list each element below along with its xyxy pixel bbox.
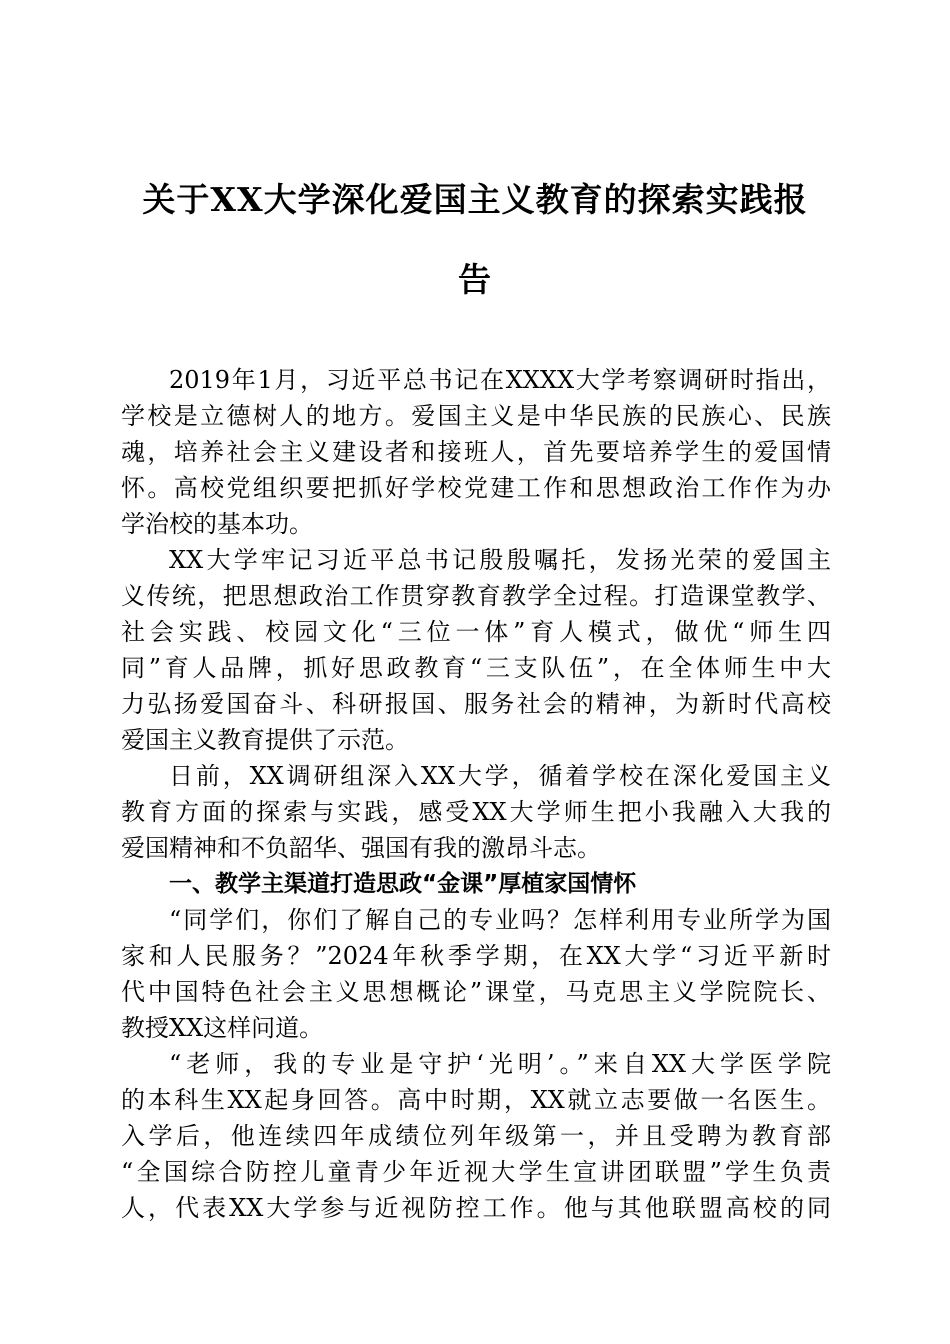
section-heading-1: 一、教学主渠道打造思政“金课”厚植家国情怀 xyxy=(169,871,637,897)
text-line: 入学后，他连续四年成绩位列年级第一，并且受聘为教育部 xyxy=(121,1122,831,1150)
text-line: 学治校的基本功。 xyxy=(121,510,313,538)
text-line: “全国综合防控儿童青少年近视大学生宣讲团联盟”学生负责 xyxy=(121,1158,831,1186)
document-body xyxy=(121,362,831,1226)
paragraph-1 xyxy=(121,362,831,542)
document-title xyxy=(100,160,850,320)
text-line: 义传统，把思想政治工作贯穿教育教学全过程。打造课堂教学、 xyxy=(121,582,831,610)
text-line: 力弘扬爱国奋斗、科研报国、服务社会的精神，为新时代高校 xyxy=(121,690,831,718)
text-line: 家和人民服务？”2024年秋季学期，在XX大学“习近平新时 xyxy=(121,942,831,970)
paragraph-3 xyxy=(121,758,831,866)
text-line: 学校是立德树人的地方。爱国主义是中华民族的民族心、民族 xyxy=(121,402,831,430)
text-line: 教育方面的探索与实践，感受XX大学师生把小我融入大我的 xyxy=(121,798,831,826)
title-line-2: 告 xyxy=(458,260,492,299)
text-line: “同学们，你们了解自己的专业吗？怎样利用专业所学为国 xyxy=(169,906,831,934)
paragraph-2 xyxy=(121,542,831,758)
text-line: 同”育人品牌，抓好思政教育“三支队伍”，在全体师生中大 xyxy=(121,654,831,682)
text-line: 人，代表XX大学参与近视防控工作。他与其他联盟高校的同 xyxy=(121,1194,831,1222)
text-line: 爱国精神和不负韶华、强国有我的激昂斗志。 xyxy=(121,834,601,862)
paragraph-5 xyxy=(121,1046,831,1226)
paragraph-4 xyxy=(121,902,831,1046)
text-line: 魂，培养社会主义建设者和接班人，首先要培养学生的爱国情 xyxy=(121,438,831,466)
text-line: 社会实践、校园文化“三位一体”育人模式，做优“师生四 xyxy=(121,618,831,646)
text-line: 2019年1月，习近平总书记在XXXX大学考察调研时指出， xyxy=(169,366,831,394)
text-line: “老师，我的专业是守护‘光明’。”来自XX大学医学院 xyxy=(169,1050,831,1078)
text-line: 日前，XX调研组深入XX大学，循着学校在深化爱国主义 xyxy=(169,762,831,790)
title-line-1: 关于XX大学深化爱国主义教育的探索实践报 xyxy=(142,180,808,219)
text-line: 代中国特色社会主义思想概论”课堂，马克思主义学院院长、 xyxy=(121,978,831,1006)
text-line: 怀。高校党组织要把抓好学校党建工作和思想政治工作作为办 xyxy=(121,474,831,502)
text-line: 教授XX这样问道。 xyxy=(121,1014,324,1042)
text-line: 爱国主义教育提供了示范。 xyxy=(121,726,409,754)
text-line: XX大学牢记习近平总书记殷殷嘱托，发扬光荣的爱国主 xyxy=(169,546,831,574)
text-line: 的本科生XX起身回答。高中时期，XX就立志要做一名医生。 xyxy=(121,1086,831,1114)
